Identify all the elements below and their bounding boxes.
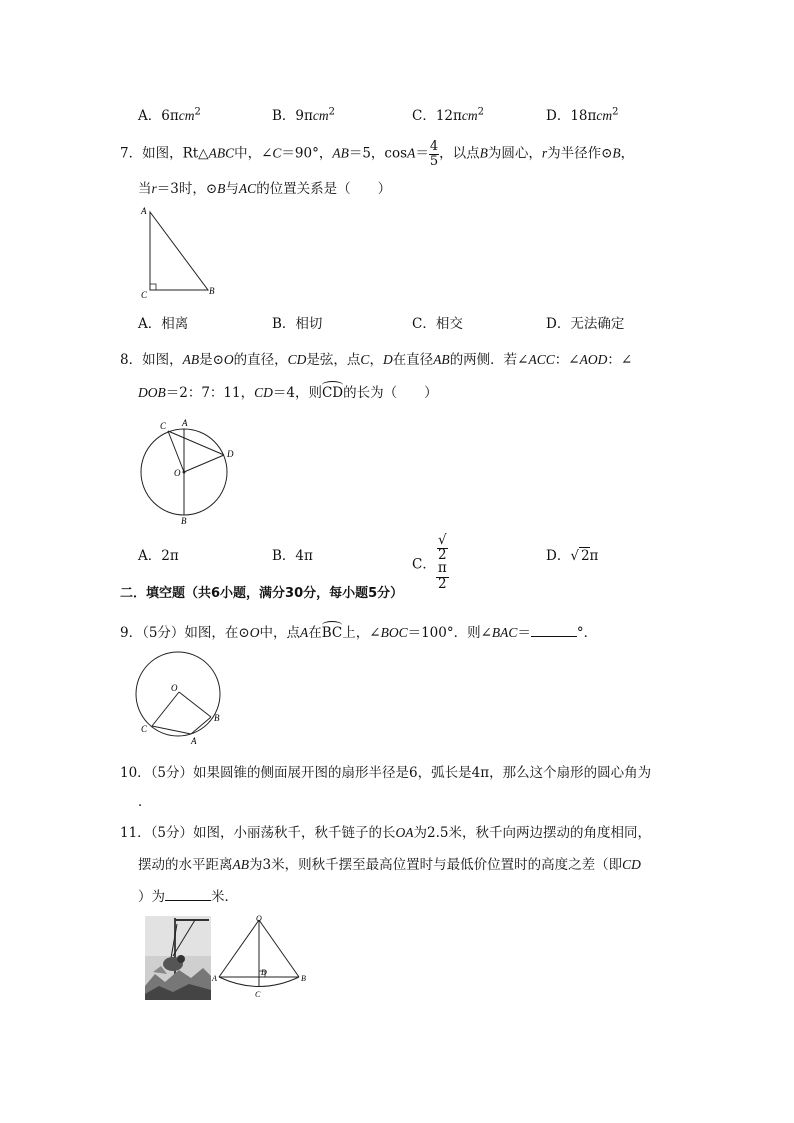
q11-label-d: D — [261, 968, 267, 977]
q11-line2: 摆动的水平距离AB为3米，则秋千摆至最高位置时与最低价位置时的高度之差（即CD — [138, 857, 641, 873]
q8-label-o: O — [174, 468, 181, 478]
q9-answer-blank[interactable] — [531, 636, 577, 637]
q8-line2: DOB＝2：7：11，CD＝4，则CD的长为（ ） — [138, 385, 438, 401]
q11-line3: ）为 米． — [138, 889, 238, 905]
q10-line2: ． — [138, 794, 152, 810]
q11-label-o: O — [256, 914, 262, 923]
q8-label-c: C — [160, 421, 167, 431]
q8-arc-cd: CD — [321, 385, 344, 401]
q8-option-b: B．4π — [272, 548, 313, 564]
q8-option-a: A．2π — [138, 548, 179, 564]
q7-option-a: A．相离 — [138, 316, 189, 332]
q8-label-b: B — [181, 516, 187, 526]
q7-line2: 当r＝3时，⊙B与AC的位置关系是（ ） — [138, 181, 392, 197]
q11-label-c: C — [255, 990, 261, 999]
q7-fraction: $\frac{4}{5}$ — [429, 139, 439, 169]
q8-option-c-fraction: √ 2 π 2 — [437, 532, 447, 592]
q11-swing-diagram — [210, 914, 310, 1000]
q6-option-a: A．6πcm$^2$ — [138, 106, 201, 124]
q9-label-o: O — [171, 683, 178, 693]
q11-answer-blank[interactable] — [165, 900, 211, 901]
q9-label-a: A — [191, 736, 197, 746]
q8-label-a: A — [182, 418, 188, 428]
q11-line1: 11．（5分）如图，小丽荡秋千，秋千链子的长OA为2.5米，秋千向两边摆动的角度相同， — [120, 825, 652, 841]
q11-label-a: A — [212, 974, 217, 983]
q7-triangle-figure — [135, 202, 225, 302]
q10-line1: 10．（5分）如果圆锥的侧面展开图的扇形半径是6，弧长是4π，那么这个扇形的圆心角为 — [120, 765, 652, 781]
q9-label-b: B — [214, 713, 220, 723]
q8-line1: 8．如图，AB是⊙O的直径，CD是弦，点C，D在直径AB的两侧．若∠ACC：∠AOD：∠ — [120, 352, 633, 368]
q11-label-b: B — [301, 974, 306, 983]
q6-option-b: B．9πcm$^2$ — [272, 106, 336, 124]
q6-option-d: D．18πcm$^2$ — [546, 106, 619, 124]
q11-swing-photo — [145, 916, 211, 1000]
q7-label-c: C — [141, 290, 148, 300]
q9-line1: 9．（5分）如图，在⊙O中，点A在BC上，∠BOC＝100°．则∠BAC＝ °． — [120, 625, 598, 641]
q7-option-b: B．相切 — [272, 316, 323, 332]
q8-circle-figure — [135, 412, 245, 530]
q7-label-b: B — [209, 286, 215, 296]
q7-option-c: C．相交 — [412, 316, 463, 332]
q8-option-c: C． √ 2 π 2 — [412, 532, 447, 592]
q6-option-c: C．12πcm$^2$ — [412, 106, 485, 124]
section-title: 二．填空题（共6小题，满分30分，每小题5分） — [120, 586, 404, 601]
q7-line1: 7．如图，Rt△ABC中，∠C＝90°，AB＝5，cosA＝ $\frac{4}{5}$ ，以点B为圆心，r为半径作⊙B， — [120, 139, 635, 169]
q9-arc-bc: BC — [321, 625, 343, 641]
q7-label-a: A — [141, 206, 147, 216]
q7-option-d: D．无法确定 — [546, 316, 625, 332]
q9-label-c: C — [141, 724, 148, 734]
q8-option-d: D．√ 2π — [546, 548, 599, 564]
q9-circle-figure — [135, 650, 235, 746]
q8-label-d: D — [227, 449, 234, 459]
